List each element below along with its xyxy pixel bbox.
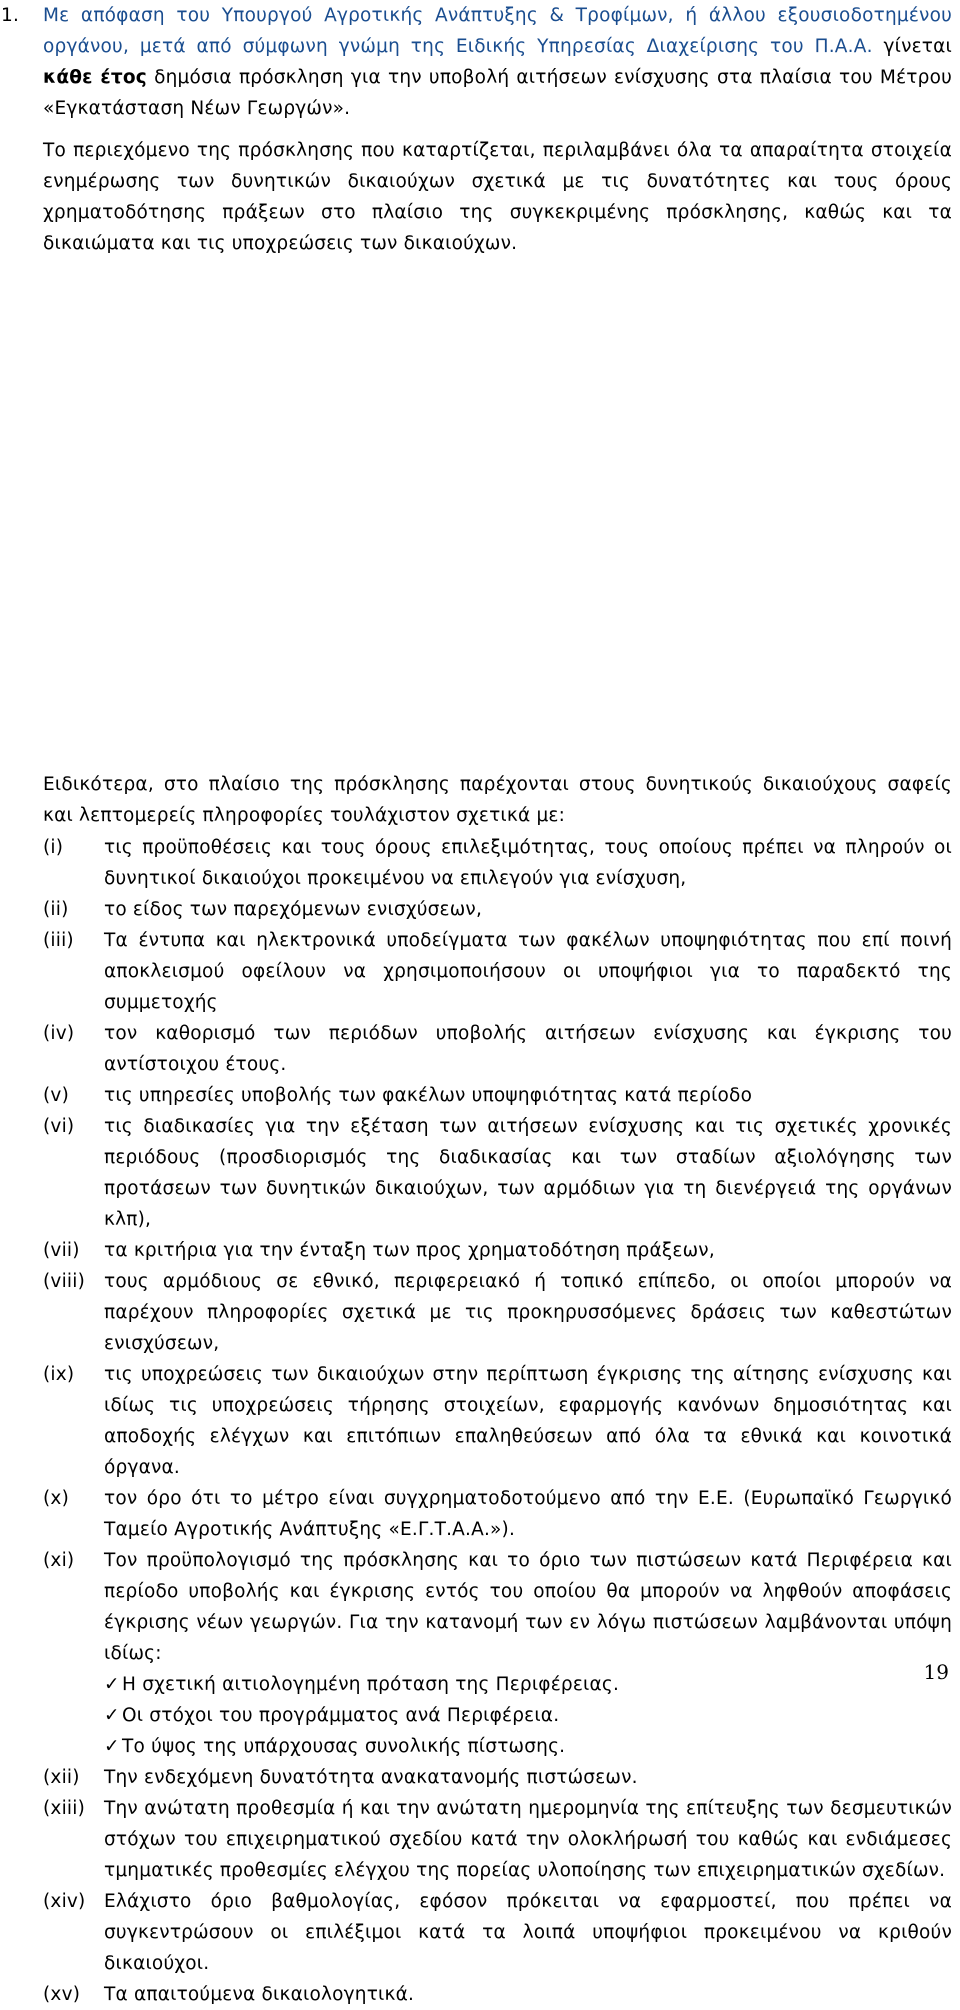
list-item bbox=[43, 1886, 952, 1979]
paragraph-text-part3: δημόσια πρόσκληση για την υποβολή αιτήσεων ενίσχυσης στα πλαίσια του Μέτρου «Εγκατάσταση Νέων Γεωργών». bbox=[43, 67, 952, 119]
list-item bbox=[43, 1762, 952, 1793]
list-item-number: (vii) bbox=[43, 1240, 80, 1261]
paragraph-text-part1: Με απόφαση του Υπουργού Αγροτικής Ανάπτυξης & Τροφίμων, ή άλλου εξουσιοδοτημένου οργάνου, μετά από σύμφωνη γνώμη της Ειδικής Υπηρεσίας Διαχείρισης του Π.Α.Α. bbox=[43, 5, 952, 57]
list-item-number: (xiii) bbox=[43, 1798, 86, 1819]
page-number: 19 bbox=[923, 1660, 949, 1684]
list-item bbox=[43, 1359, 952, 1483]
list-item bbox=[43, 1235, 952, 1266]
list-item-number: (xi) bbox=[43, 1550, 75, 1571]
emphasis-every-year: κάθε έτος bbox=[43, 67, 147, 88]
list-item-number: (i) bbox=[43, 837, 64, 858]
checkmark-icon: ✓ bbox=[104, 1674, 120, 1695]
list-item-number: (xii) bbox=[43, 1767, 80, 1788]
list-item-number: (v) bbox=[43, 1085, 69, 1106]
list-item-number: (ix) bbox=[43, 1364, 75, 1385]
list-item-text: Τα έντυπα και ηλεκτρονικά υποδείγματα των φακέλων υποψηφιότητας που επί ποινή αποκλεισμού οφείλουν να χρησιμοποιήσουν οι υποψήφιοι για το παραδεκτό της συμμετοχής bbox=[104, 930, 952, 1013]
checkmark-item bbox=[104, 1731, 952, 1762]
list-item-text: τον καθορισμό των περιόδων υποβολής αιτήσεων ενίσχυσης και έγκρισης του αντίστοιχου έτους. bbox=[104, 1023, 952, 1075]
list-item bbox=[43, 1483, 952, 1545]
list-item bbox=[43, 832, 952, 894]
list-item-text: τις υποχρεώσεις των δικαιούχων στην περίπτωση έγκρισης της αίτησης ενίσχυσης και ιδίως τις υποχρεώσεις τήρησης στοιχείων, εφαρμογής κανόνων δημοσιότητας και αποδοχής ελέγχων και επιτόπιων επαληθεύσεων από όλα τα εθνικά και κοινοτικά όργανα. bbox=[104, 1364, 952, 1478]
checkmark-icon: ✓ bbox=[104, 1736, 120, 1757]
list-item bbox=[43, 1080, 952, 1111]
paragraph-text bbox=[43, 0, 952, 124]
list-item-number: (x) bbox=[43, 1488, 69, 1509]
list-item-text: τα κριτήρια για την ένταξη των προς χρηματοδότηση πράξεων, bbox=[104, 1240, 715, 1261]
list-item-number: (xiv) bbox=[43, 1891, 86, 1912]
list-item bbox=[43, 1266, 952, 1359]
list-item-text: Την ανώτατη προθεσμία ή και την ανώτατη ημερομηνία της επίτευξης των δεσμευτικών στόχων του επιχειρηματικού σχεδίου κατά την ολοκλήρωσή του καθώς και ενδιάμεσες τμηματικές προθεσμίες ελέγχου της πορείας υλοποίησης των επιχειρηματικών σχεδίων. bbox=[104, 1798, 952, 1881]
list-item-text: τις υπηρεσίες υποβολής των φακέλων υποψηφιότητας κατά περίοδο bbox=[104, 1085, 753, 1106]
paragraph-text-part2: γίνεται bbox=[872, 36, 953, 57]
list-item-body bbox=[104, 1545, 952, 1762]
list-item-number: (viii) bbox=[43, 1271, 86, 1292]
checkmark-item-text: Το ύψος της υπάρχουσας συνολικής πίστωσης. bbox=[122, 1736, 566, 1757]
checkmark-item-text: Οι στόχοι του προγράμματος ανά Περιφέρεια. bbox=[122, 1705, 560, 1726]
list-item-text: τις προϋποθέσεις και τους όρους επιλεξιμότητας, τους οποίους πρέπει να πληρούν οι δυνητικοί δικαιούχοι προκειμένου να επιλεγούν για ενίσχυση, bbox=[104, 837, 952, 889]
checkmark-list bbox=[104, 1669, 952, 1762]
list-item bbox=[43, 1793, 952, 1886]
list-item-text: το είδος των παρεχόμενων ενισχύσεων, bbox=[104, 899, 483, 920]
list-item-text: τις διαδικασίες για την εξέταση των αιτήσεων ενίσχυσης και τις σχετικές χρονικές περιόδους (προσδιορισμός της διαδικασίας και των σταδίων αξιολόγησης των προτάσεων των δυνητικών δικαιούχων, των αρμόδιων για τη διενέργειά της οργάνων κλπ), bbox=[104, 1116, 952, 1230]
list-item-text: τον όρο ότι το μέτρο είναι συγχρηματοδοτούμενο από την Ε.Ε. (Ευρωπαϊκό Γεωργικό Ταμείο Αγροτικής Ανάπτυξης «Ε.Γ.Τ.Α.Α.»). bbox=[104, 1488, 952, 1540]
list-item-number: (iii) bbox=[43, 930, 74, 951]
list-item-text: τους αρμόδιους σε εθνικό, περιφερειακό ή τοπικό επίπεδο, οι οποίοι μπορούν να παρέχουν πληροφορίες σχετικά με τις προκηρυσσόμενες δράσεις των καθεστώτων ενισχύσεων, bbox=[104, 1271, 952, 1354]
list-item-text: Τον προϋπολογισμό της πρόσκλησης και το όριο των πιστώσεων κατά Περιφέρεια και περίοδο υποβολής και έγκρισης εντός του οποίου θα μπορούν να ληφθούν αποφάσεις έγκρισης νέων γεωργών. Για την κατανομή των εν λόγω πιστώσεων λαμβάνονται υπόψη ιδίως: bbox=[104, 1550, 952, 1664]
specifics-paragraph: Ειδικότερα, στο πλαίσιο της πρόσκλησης παρέχονται στους δυνητικούς δικαιούχους σαφείς και λεπτομερείς πληροφορίες τουλάχιστον σχετικά με: bbox=[43, 774, 952, 826]
checkmark-item-text: Η σχετική αιτιολογημένη πρόταση της Περιφέρειας. bbox=[122, 1674, 620, 1695]
content-paragraph: Το περιεχόμενο της πρόσκλησης που καταρτίζεται, περιλαμβάνει όλα τα απαραίτητα στοιχεία ενημέρωσης των δυνητικών δικαιούχων σχετικά με τις δυνατότητες και τους όρους χρηματοδότησης πράξεων στο πλαίσιο της συγκεκριμένης πρόσκλησης, καθώς και τα δικαιώματα και τις υποχρεώσεις των δικαιούχων. bbox=[43, 140, 952, 254]
requirements-list bbox=[43, 832, 952, 2010]
list-item-number: (vi) bbox=[43, 1116, 75, 1137]
list-item bbox=[43, 1545, 952, 1762]
list-item bbox=[43, 925, 952, 1018]
list-item-number: (xv) bbox=[43, 1984, 81, 2005]
list-item bbox=[43, 1018, 952, 1080]
paragraph-number: 1. bbox=[1, 5, 20, 26]
list-item-number: (ii) bbox=[43, 899, 69, 920]
checkmark-item bbox=[104, 1700, 952, 1731]
list-item bbox=[43, 1979, 952, 2010]
checkmark-icon: ✓ bbox=[104, 1705, 120, 1726]
list-item-number: (iv) bbox=[43, 1023, 75, 1044]
list-item-text: Την ενδεχόμενη δυνατότητα ανακατανομής πιστώσεων. bbox=[104, 1767, 638, 1788]
checkmark-item bbox=[104, 1669, 952, 1700]
list-item bbox=[43, 894, 952, 925]
list-item-text: Ελάχιστο όριο βαθμολογίας, εφόσον πρόκειται να εφαρμοστεί, που πρέπει να συγκεντρώσουν οι επιλέξιμοι κατά τα λοιπά υποψήφιοι προκειμένου να κριθούν δικαιούχοι. bbox=[104, 1891, 952, 1974]
list-item bbox=[43, 1111, 952, 1235]
list-item-text: Τα απαιτούμενα δικαιολογητικά. bbox=[104, 1984, 415, 2005]
